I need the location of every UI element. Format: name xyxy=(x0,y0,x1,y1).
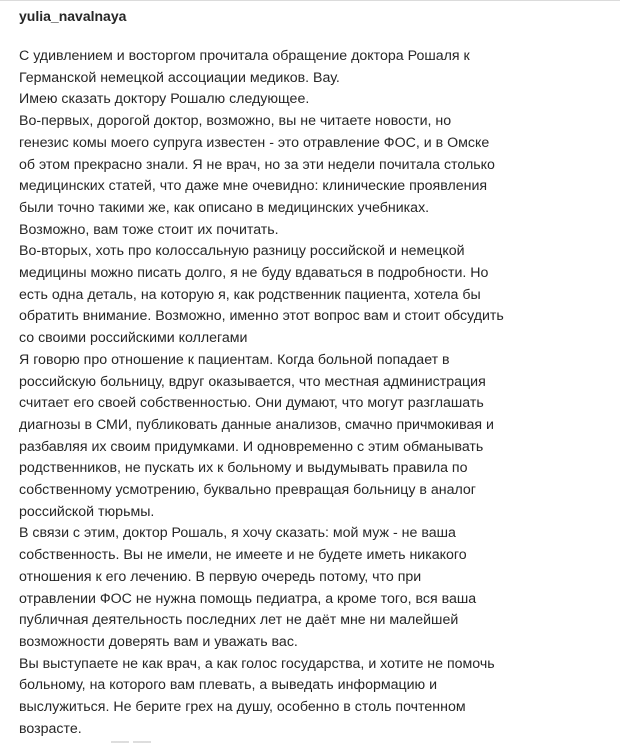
caption-line: Во-первых, дорогой доктор, возможно, вы не читаете новости, но xyxy=(19,113,452,130)
caption-line: Имею сказать доктору Рошалю следующее. xyxy=(19,91,310,108)
caption-line: об этом прекрасно знали. Я не врач, но за эти недели почитала столько xyxy=(19,156,495,173)
caption-line: Германской немецкой ассоциации медиков. Вау. xyxy=(19,69,340,86)
caption-line: возрасте. xyxy=(19,720,82,737)
caption-line: разбавляя их своим придумками. И одновременно с этим обманывать xyxy=(19,438,484,455)
caption-line: возможности доверять вам и уважать вас. xyxy=(19,633,298,650)
caption-line: считает его своей собственностью. Они думают, что могут разглашать xyxy=(19,395,484,412)
caption-line: отношения к его лечению. В первую очередь потому, что при xyxy=(19,568,422,585)
caption-line: выслужиться. Не берите грех на душу, особенно в столь почтенном xyxy=(19,699,466,716)
caption-line: больному, на которого вам плевать, а выведать информацию и xyxy=(19,677,438,694)
caption-line: медицинских статей, что даже мне очевидно: клинические проявления xyxy=(19,178,488,195)
post-meta-row-clipped xyxy=(19,736,219,743)
author-username[interactable]: yulia_navalnaya xyxy=(19,8,127,24)
caption-line: собственному усмотрению, буквально превращая больницу в аналог xyxy=(19,482,476,499)
caption-line: медицины можно писать долго, я не буду вдаваться в подробности. Но xyxy=(19,265,489,282)
clipped-timestamp xyxy=(111,736,151,743)
caption-line: Вы выступаете не как врач, а как голос государства, и хотите не помочь xyxy=(19,655,495,672)
caption-line: Во-вторых, хоть про колоссальную разницу российской и немецкой xyxy=(19,243,465,260)
post-caption xyxy=(19,46,609,741)
caption-line: со своими российскими коллегами xyxy=(19,330,248,347)
caption-line: Я говорю про отношение к пациентам. Когда больной попадает в xyxy=(19,351,450,368)
caption-line: российской тюрьмы. xyxy=(19,503,155,520)
caption-line: В связи с этим, доктор Рошаль, я хочу сказать: мой муж - не ваша xyxy=(19,525,456,542)
caption-line: были точно такими же, как описано в медицинских учебниках. xyxy=(19,199,430,216)
caption-line: С удивлением и восторгом прочитала обращение доктора Рошаля к xyxy=(19,48,470,64)
caption-line: генезис комы моего супруга известен - это отравление ФОС, и в Омске xyxy=(19,134,490,151)
caption-line: диагнозы в СМИ, публиковать данные анализов, смачно причмокивая и xyxy=(19,416,494,433)
caption-line: публичная деятельность последних лет не даёт мне ни малейшей xyxy=(19,612,459,629)
caption-line: собственность. Вы не имели, не имеете и не будете иметь никакого xyxy=(19,547,467,564)
caption-line: отравлении ФОС не нужна помощь педиатра, а кроме того, вся ваша xyxy=(19,590,477,607)
caption-line: есть одна деталь, на которую я, как родственник пациента, хотела бы xyxy=(19,286,481,303)
caption-line: родственников, не пускать их к больному и выдумывать правила по xyxy=(19,460,468,477)
caption-line: обратить внимание. Возможно, именно этот вопрос вам и стоит обсудить xyxy=(19,308,504,325)
caption-line: Возможно, вам тоже стоит их почитать. xyxy=(19,221,279,238)
caption-line: российскую больницу, вдруг оказывается, что местная администрация xyxy=(19,373,486,390)
